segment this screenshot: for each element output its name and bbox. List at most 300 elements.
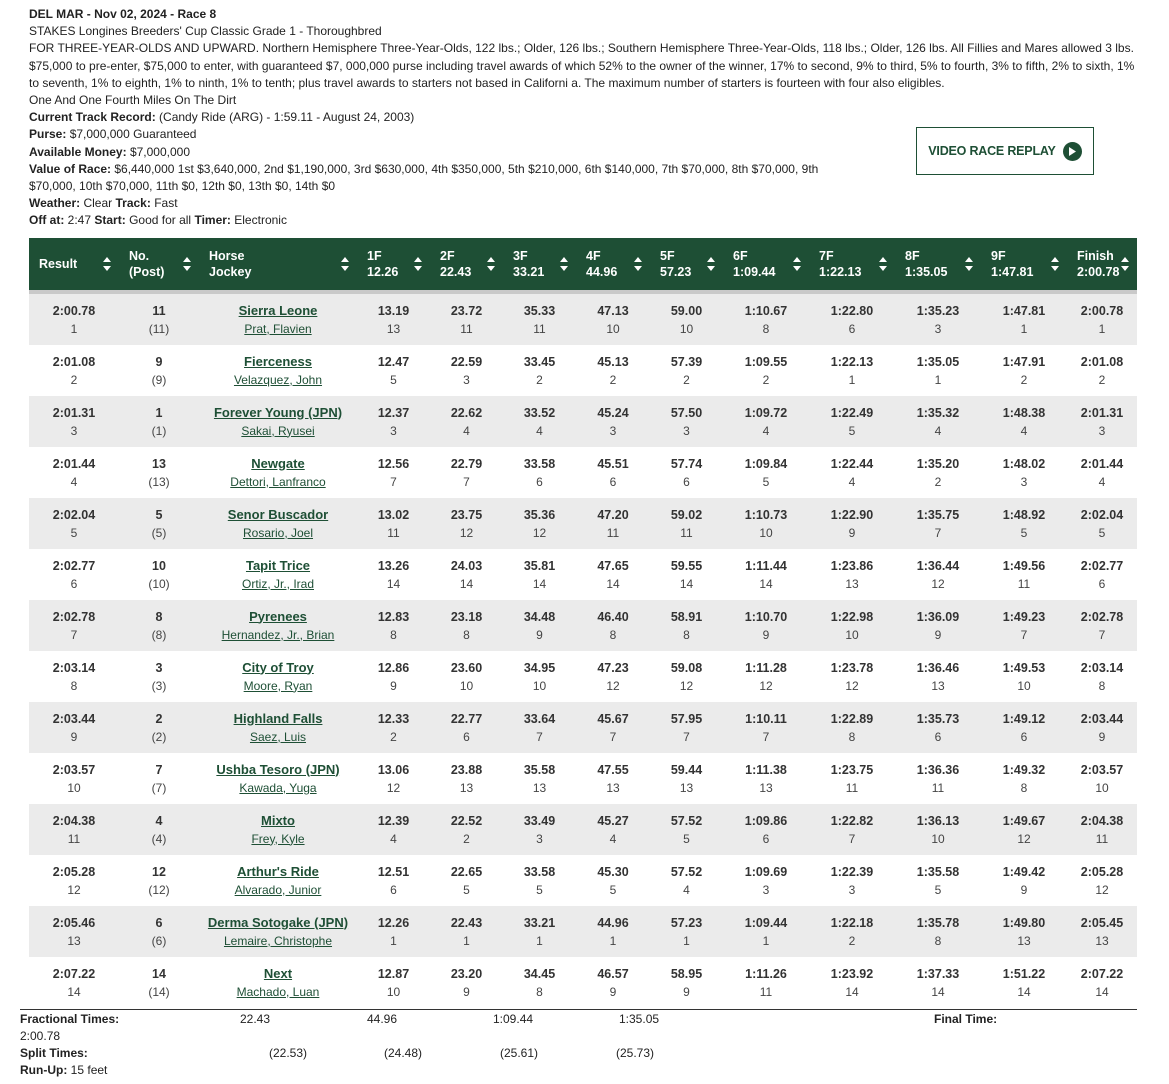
horse-link[interactable]: Sierra Leone <box>238 302 318 318</box>
fraction-position: 11 <box>931 780 945 795</box>
post-position: (6) <box>151 933 167 948</box>
fraction-time: 22.79 <box>450 456 483 471</box>
result-position: 3 <box>70 423 78 438</box>
table-cell <box>1067 345 1137 396</box>
table-cell <box>650 702 723 753</box>
horse-jockey-cell <box>199 345 357 396</box>
table-cell <box>981 396 1067 447</box>
table-cell <box>357 447 430 498</box>
horse-link[interactable]: Newgate <box>251 455 305 471</box>
table-cell <box>895 447 981 498</box>
fraction-time: 1:23.75 <box>830 762 874 777</box>
column-header-line2: 1:47.81 <box>991 265 1034 279</box>
horse-link[interactable]: Forever Young (JPN) <box>213 404 343 420</box>
table-cell <box>981 345 1067 396</box>
fraction-position: 14 <box>1017 984 1031 999</box>
fraction-time: 24.03 <box>450 558 483 573</box>
program-number: 6 <box>155 915 163 930</box>
column-header-5[interactable] <box>503 238 576 292</box>
jockey-link[interactable]: Ortiz, Jr., Irad <box>241 576 314 591</box>
fraction-time: 1:36.46 <box>916 660 960 675</box>
table-cell <box>357 855 430 906</box>
table-cell <box>430 651 503 702</box>
fraction-position: 13 <box>759 780 773 795</box>
table-cell <box>430 906 503 957</box>
table-cell <box>29 292 119 345</box>
fraction-time: 12.86 <box>377 660 410 675</box>
video-race-replay-label: VIDEO RACE REPLAY <box>928 144 1056 158</box>
header-row <box>29 238 1137 292</box>
fraction-time: 45.24 <box>597 405 629 420</box>
run-up-label: Run-Up: <box>20 1063 68 1077</box>
fraction-time: 1:48.92 <box>1002 507 1046 522</box>
table-cell <box>895 957 981 1008</box>
jockey-link[interactable]: Prat, Flavien <box>244 321 312 336</box>
fraction-position: 1 <box>609 933 617 948</box>
fraction-time: 12.26 <box>377 915 410 930</box>
fraction-position: 11 <box>606 525 620 540</box>
program-number: 5 <box>155 507 163 522</box>
result-position: 10 <box>67 780 81 795</box>
fraction-position: 8 <box>463 627 470 642</box>
fraction-position: 7 <box>1098 627 1106 642</box>
purse-label: Purse: <box>29 127 67 142</box>
table-cell <box>981 804 1067 855</box>
fraction-position: 1 <box>1020 321 1028 336</box>
column-header-line2: 33.21 <box>513 265 545 279</box>
jockey-link[interactable]: Moore, Ryan <box>243 678 313 693</box>
table-cell <box>809 292 895 345</box>
result-time: 2:03.44 <box>52 711 96 726</box>
table-cell <box>503 292 576 345</box>
results-table <box>29 238 1137 1008</box>
fraction-position: 10 <box>459 678 474 693</box>
program-number: 2 <box>155 711 163 726</box>
value-of-race <box>29 161 829 195</box>
program-number: 1 <box>155 405 163 420</box>
horse-link[interactable]: Pyrenees <box>249 608 307 624</box>
fraction-position: 9 <box>536 627 543 642</box>
table-cell <box>29 906 119 957</box>
jockey-link[interactable]: Velazquez, John <box>233 372 323 387</box>
column-header-line2: 44.96 <box>586 265 618 279</box>
column-header-9[interactable] <box>809 238 895 292</box>
result-position: 12 <box>67 882 81 897</box>
sort-icon[interactable] <box>341 257 349 271</box>
table-cell <box>119 957 199 1008</box>
fraction-time: 13.06 <box>377 762 410 777</box>
sort-icon[interactable] <box>634 257 642 271</box>
table-cell <box>119 702 199 753</box>
fraction-time: 2:05.28 <box>1080 864 1124 879</box>
fraction-time: 12.47 <box>377 354 410 369</box>
table-cell <box>357 651 430 702</box>
post-position: (11) <box>148 321 170 336</box>
fraction-time: 1:22.13 <box>830 354 874 369</box>
fraction-time: 1:23.78 <box>830 660 874 675</box>
fraction-position: 9 <box>934 627 942 642</box>
sort-icon[interactable] <box>793 257 801 271</box>
horse-link[interactable]: Derma Sotogake (JPN) <box>207 914 349 930</box>
sort-icon[interactable] <box>965 257 973 271</box>
fraction-time: 57.74 <box>670 456 703 471</box>
jockey-link[interactable]: Alvarado, Junior <box>234 882 322 897</box>
horse-jockey-cell <box>199 447 357 498</box>
table-cell <box>981 957 1067 1008</box>
horse-link[interactable]: Fierceness <box>244 353 312 369</box>
column-header-line1: 7F <box>819 249 834 263</box>
fraction-position: 7 <box>390 474 397 489</box>
table-cell <box>119 651 199 702</box>
result-time: 2:01.08 <box>52 354 96 369</box>
fraction-position: 4 <box>390 831 397 846</box>
table-cell <box>981 292 1067 345</box>
fraction-position: 13 <box>1017 933 1031 948</box>
sort-icon[interactable] <box>103 257 111 271</box>
fraction-position: 2 <box>934 474 942 489</box>
column-header-line1: 9F <box>991 249 1006 263</box>
sort-icon[interactable] <box>1051 257 1059 271</box>
column-header-line1: Result <box>39 257 78 271</box>
jockey-link[interactable]: Sakai, Ryusei <box>241 423 315 438</box>
fraction-position: 5 <box>762 474 770 489</box>
horse-link[interactable]: Mixto <box>261 812 295 828</box>
fraction-time: 59.08 <box>670 660 703 675</box>
table-row <box>29 753 1137 804</box>
race-conditions: FOR THREE-YEAR-OLDS AND UPWARD. Northern Hemisphere Three-Year-Olds, 122 lbs.; Older, 126 lbs.; Southern Hemisphere Three-Year-Olds, 118 lbs.; Older, 126 lbs. All Fillies and Mares allowed 3 lbs. $75,000 to pre-enter, $75,000 to enter, with guaranteed $7, 000,000 purse including travel awards of which 52% to the owner of the winner, 17% to second, 9% to third, 5% to fourth, 3% to fifth, 2% to sixth, 1% to seventh, 1% to eighth, 1% to ninth, 1% to tenth; plus travel awards to starters not based in Californi a. The maximum number of starters is fourteen with four also eligibles. <box>29 41 1135 90</box>
fraction-time: 57.52 <box>670 813 703 828</box>
fraction-position: 13 <box>532 780 547 795</box>
column-header-12[interactable] <box>1067 238 1137 292</box>
table-cell <box>809 702 895 753</box>
table-cell <box>809 855 895 906</box>
fraction-position: 3 <box>609 423 617 438</box>
track-label: Track: <box>115 196 151 211</box>
table-row <box>29 906 1137 957</box>
table-cell <box>895 600 981 651</box>
fraction-position: 13 <box>386 321 401 336</box>
fraction-position: 11 <box>460 321 473 336</box>
horse-link[interactable]: City of Troy <box>242 659 314 675</box>
sort-icon[interactable] <box>707 257 715 271</box>
table-cell <box>650 957 723 1008</box>
sort-icon[interactable] <box>879 257 887 271</box>
fraction-time: 12.87 <box>377 966 410 981</box>
fraction-time: 47.65 <box>597 558 629 573</box>
fraction-position: 14 <box>679 576 694 591</box>
fraction-position: 8 <box>609 627 617 642</box>
table-row <box>29 804 1137 855</box>
fraction-time: 23.88 <box>450 762 483 777</box>
horse-jockey-cell <box>199 804 357 855</box>
result-time: 2:05.28 <box>52 864 96 879</box>
fraction-position: 9 <box>683 984 690 999</box>
footer-divider <box>20 1009 1137 1010</box>
column-header-line1: 3F <box>513 249 528 263</box>
fraction-position: 6 <box>390 882 397 897</box>
table-cell <box>723 702 809 753</box>
fraction-position: 11 <box>680 525 693 540</box>
fraction-time: 59.55 <box>670 558 703 573</box>
column-header-line1: 5F <box>660 249 675 263</box>
fraction-position: 2 <box>848 933 856 948</box>
fraction-time: 35.58 <box>523 762 556 777</box>
fraction-position: 13 <box>606 780 620 795</box>
jockey-link[interactable]: Rosario, Joel <box>242 525 314 540</box>
fraction-time: 33.58 <box>523 456 556 471</box>
fraction-time: 1:49.42 <box>1002 864 1046 879</box>
fraction-time: 1:22.98 <box>830 609 874 624</box>
table-cell <box>1067 600 1137 651</box>
table-cell <box>809 753 895 804</box>
table-cell <box>895 292 981 345</box>
fraction-position: 12 <box>606 678 620 693</box>
fraction-time: 47.20 <box>597 507 629 522</box>
video-race-replay-button[interactable] <box>916 127 1094 175</box>
fraction-time: 1:35.58 <box>916 864 960 879</box>
table-cell <box>1067 498 1137 549</box>
table-cell <box>576 702 650 753</box>
column-header-7[interactable] <box>650 238 723 292</box>
post-position: (9) <box>151 372 167 387</box>
column-header-0[interactable] <box>29 238 119 292</box>
fraction-position: 10 <box>386 984 401 999</box>
split-time-3: (25.61) <box>500 1046 539 1060</box>
column-header-1[interactable] <box>119 238 199 292</box>
fraction-position: 5 <box>934 882 942 897</box>
fraction-position: 7 <box>463 474 470 489</box>
sort-icon[interactable] <box>560 257 568 271</box>
fraction-position: 9 <box>848 525 856 540</box>
table-cell <box>981 447 1067 498</box>
fraction-position: 12 <box>931 576 945 591</box>
table-cell <box>895 702 981 753</box>
fraction-position: 14 <box>931 984 945 999</box>
fraction-position: 8 <box>683 627 690 642</box>
split-times-label: Split Times: <box>20 1046 88 1060</box>
purse-value: $7,000,000 Guaranteed <box>69 127 197 142</box>
post-position: (10) <box>148 576 170 591</box>
table-cell <box>29 447 119 498</box>
table-cell <box>576 549 650 600</box>
fraction-position: 8 <box>1020 780 1028 795</box>
fraction-position: 2 <box>683 372 690 387</box>
table-cell <box>119 753 199 804</box>
fraction-position: 13 <box>459 780 474 795</box>
table-cell <box>119 549 199 600</box>
fraction-position: 14 <box>759 576 773 591</box>
horse-link[interactable]: Tapit Trice <box>245 557 311 573</box>
fraction-position: 8 <box>762 321 770 336</box>
jockey-link[interactable]: Hernandez, Jr., Brian <box>221 627 335 642</box>
result-time: 2:01.31 <box>52 405 96 420</box>
table-cell <box>809 804 895 855</box>
fraction-position: 13 <box>1095 933 1109 948</box>
table-cell <box>430 957 503 1008</box>
fraction-position: 9 <box>463 984 470 999</box>
table-cell <box>576 292 650 345</box>
fraction-position: 7 <box>934 525 942 540</box>
column-header-8[interactable] <box>723 238 809 292</box>
fraction-time: 1:22.44 <box>830 456 874 471</box>
table-cell <box>357 957 430 1008</box>
jockey-link[interactable]: Saez, Luis <box>249 729 307 744</box>
column-header-3[interactable] <box>357 238 430 292</box>
fraction-position: 1 <box>1098 321 1106 336</box>
table-cell <box>119 498 199 549</box>
table-cell <box>503 651 576 702</box>
track-record <box>29 109 1141 126</box>
table-cell <box>723 957 809 1008</box>
fraction-position: 6 <box>762 831 770 846</box>
fraction-position: 12 <box>759 678 773 693</box>
fraction-time: 46.40 <box>597 609 629 624</box>
table-cell <box>119 600 199 651</box>
table-cell <box>119 396 199 447</box>
column-header-line2: 57.23 <box>660 265 692 279</box>
table-row <box>29 549 1137 600</box>
result-position: 14 <box>67 984 81 999</box>
fraction-position: 7 <box>683 729 690 744</box>
table-cell <box>723 292 809 345</box>
fraction-time: 1:22.90 <box>830 507 874 522</box>
table-cell <box>650 396 723 447</box>
run-up <box>20 1063 107 1077</box>
fraction-time: 1:36.09 <box>916 609 960 624</box>
fraction-time: 22.59 <box>450 354 483 369</box>
jockey-link[interactable]: Dettori, Lanfranco <box>230 474 326 489</box>
table-cell <box>576 396 650 447</box>
table-cell <box>119 906 199 957</box>
column-header-line1: 6F <box>733 249 748 263</box>
fraction-time: 2:03.14 <box>1080 660 1124 675</box>
race-info <box>29 6 1141 230</box>
horse-link[interactable]: Next <box>263 965 293 981</box>
column-header-11[interactable] <box>981 238 1067 292</box>
fraction-position: 3 <box>848 882 856 897</box>
jockey-link[interactable]: Lemaire, Christophe <box>223 933 333 948</box>
table-cell <box>576 855 650 906</box>
timer-label: Timer: <box>194 213 231 228</box>
fraction-time: 1:49.67 <box>1002 813 1046 828</box>
table-cell <box>357 906 430 957</box>
fraction-time: 1:49.23 <box>1002 609 1046 624</box>
column-header-6[interactable] <box>576 238 650 292</box>
table-cell <box>503 804 576 855</box>
table-cell <box>650 651 723 702</box>
table-cell <box>895 345 981 396</box>
fraction-position: 8 <box>536 984 543 999</box>
fraction-position: 3 <box>536 831 543 846</box>
table-cell <box>723 345 809 396</box>
fraction-position: 9 <box>1098 729 1106 744</box>
fraction-time: 1:22.80 <box>830 303 874 318</box>
fraction-time: 33.58 <box>523 864 556 879</box>
fraction-time: 2:01.08 <box>1080 354 1124 369</box>
table-cell <box>503 702 576 753</box>
column-header-2[interactable] <box>199 238 357 292</box>
track-value: Fast <box>154 196 178 211</box>
fraction-position: 2 <box>1098 372 1106 387</box>
column-header-4[interactable] <box>430 238 503 292</box>
fraction-time: 35.81 <box>523 558 556 573</box>
table-cell <box>981 651 1067 702</box>
fraction-position: 7 <box>762 729 770 744</box>
horse-link[interactable]: Highland Falls <box>233 710 323 726</box>
fraction-position: 4 <box>683 882 690 897</box>
column-header-line2: 22.43 <box>440 265 472 279</box>
fraction-time: 2:01.31 <box>1080 405 1124 420</box>
post-position: (14) <box>148 984 170 999</box>
timer-value: Electronic <box>234 213 287 228</box>
table-cell <box>723 447 809 498</box>
post-position: (12) <box>148 882 170 897</box>
sort-icon[interactable] <box>414 257 422 271</box>
table-cell <box>503 906 576 957</box>
fraction-time: 2:01.44 <box>1080 456 1124 471</box>
result-position: 1 <box>70 321 78 336</box>
column-header-line2: Jockey <box>209 265 252 279</box>
fractional-time-2: 44.96 <box>367 1012 398 1026</box>
horse-jockey-cell <box>199 957 357 1008</box>
table-cell <box>29 651 119 702</box>
fraction-time: 1:23.92 <box>830 966 874 981</box>
sort-icon[interactable] <box>1121 257 1129 271</box>
post-position: (5) <box>151 525 167 540</box>
fraction-position: 4 <box>762 423 770 438</box>
fraction-position: 3 <box>390 423 397 438</box>
sort-icon[interactable] <box>183 257 191 271</box>
fractional-times-label: Fractional Times: <box>20 1012 120 1026</box>
fraction-position: 10 <box>759 525 773 540</box>
fraction-position: 8 <box>1098 678 1106 693</box>
table-cell <box>29 855 119 906</box>
fraction-time: 33.49 <box>523 813 556 828</box>
fraction-position: 13 <box>679 780 694 795</box>
jockey-link[interactable]: Frey, Kyle <box>251 831 305 846</box>
jockey-link[interactable]: Kawada, Yuga <box>239 780 317 795</box>
fraction-time: 57.52 <box>670 864 703 879</box>
results-body <box>29 292 1137 1008</box>
fraction-time: 1:36.44 <box>916 558 960 573</box>
fraction-time: 35.33 <box>523 303 556 318</box>
fraction-time: 57.39 <box>670 354 703 369</box>
table-cell <box>430 345 503 396</box>
table-cell <box>430 498 503 549</box>
fraction-time: 1:35.20 <box>916 456 960 471</box>
fraction-time: 23.75 <box>450 507 483 522</box>
column-header-line2: 1:22.13 <box>819 265 862 279</box>
fraction-time: 12.33 <box>377 711 410 726</box>
horse-link[interactable]: Senor Buscador <box>227 506 329 522</box>
table-cell <box>503 345 576 396</box>
fraction-time: 1:51.22 <box>1002 966 1046 981</box>
table-cell <box>650 753 723 804</box>
horse-link[interactable]: Arthur's Ride <box>237 863 319 879</box>
fraction-position: 14 <box>532 576 547 591</box>
fraction-time: 12.83 <box>377 609 410 624</box>
table-cell <box>895 498 981 549</box>
horse-link[interactable]: Ushba Tesoro (JPN) <box>216 761 340 777</box>
fraction-time: 2:03.57 <box>1080 762 1124 777</box>
table-row <box>29 855 1137 906</box>
column-header-10[interactable] <box>895 238 981 292</box>
sort-icon[interactable] <box>487 257 495 271</box>
table-cell <box>119 447 199 498</box>
jockey-link[interactable]: Machado, Luan <box>236 984 320 999</box>
race-subtitle: STAKES Longines Breeders' Cup Classic Grade 1 - Thoroughbred <box>29 24 382 39</box>
fraction-position: 1 <box>848 372 856 387</box>
